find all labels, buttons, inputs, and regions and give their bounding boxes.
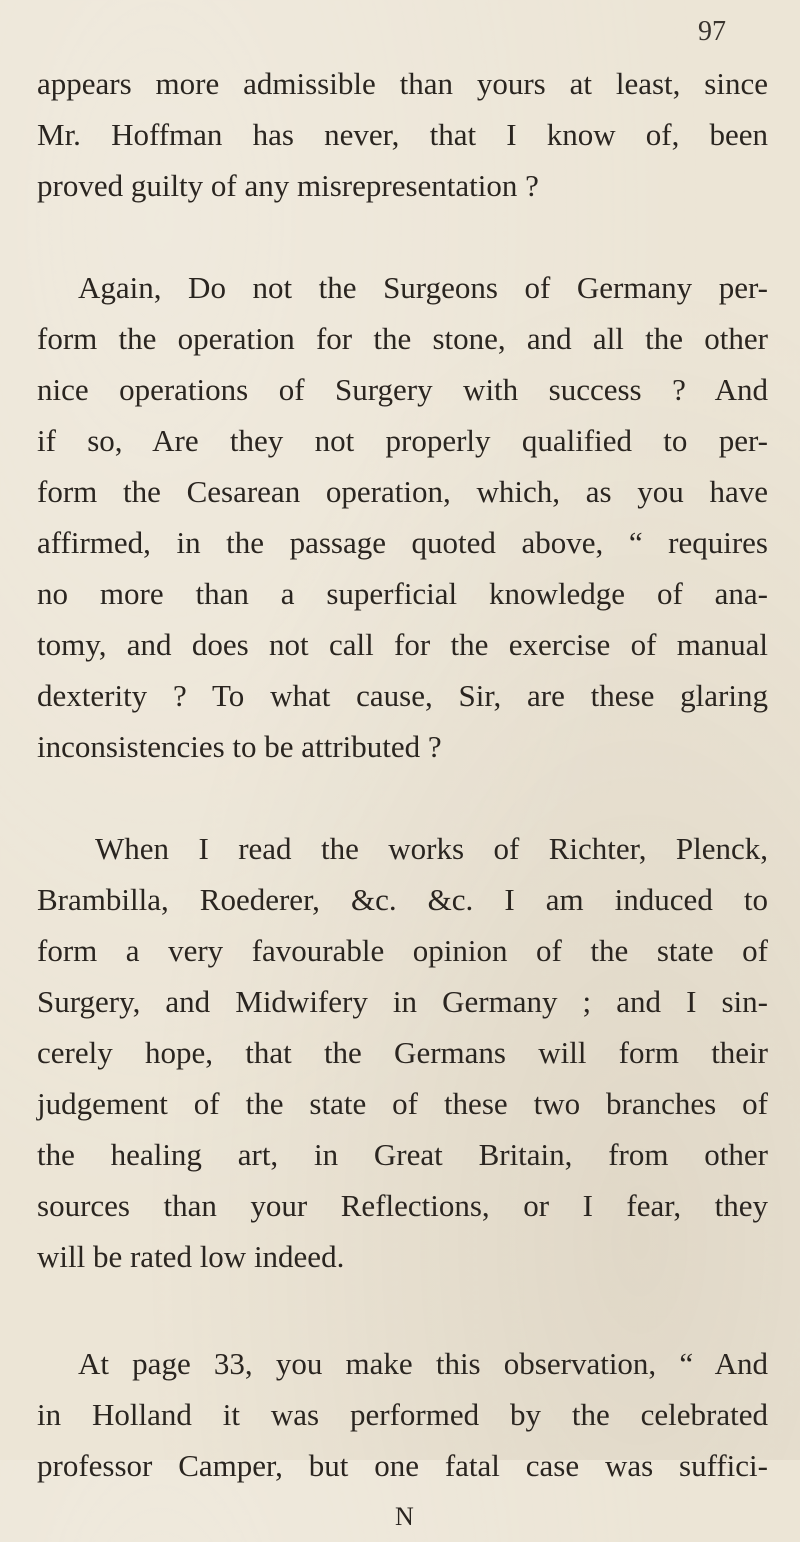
paragraph-gap [0, 211, 800, 262]
text-line: form the Cesarean operation, which, as you have [37, 474, 768, 509]
text-line: Brambilla, Roederer, &c. &c. I am induced to [37, 882, 768, 917]
paragraph [0, 823, 800, 1282]
paragraph [0, 1338, 800, 1491]
text-line: if so, Are they not properly qualified to per- [37, 423, 768, 458]
text-line: form a very favourable opinion of the state of [37, 933, 768, 968]
text-line: sources than your Reflections, or I fear, they [37, 1188, 768, 1223]
text-line: inconsistencies to be attributed ? [37, 729, 442, 764]
text-line: in Holland it was performed by the celebrated [37, 1397, 768, 1432]
text-line: nice operations of Surgery with success ? And [37, 372, 768, 407]
text-line: Mr. Hoffman has never, that I know of, been [37, 117, 768, 152]
page-body [0, 58, 800, 1542]
text-line: cerely hope, that the Germans will form their [37, 1035, 768, 1070]
text-line: the healing art, in Great Britain, from other [37, 1137, 768, 1172]
text-line: professor Camper, but one fatal case was suffici- [37, 1448, 768, 1483]
text-line: tomy, and does not call for the exercise of manual [37, 627, 768, 662]
text-line: proved guilty of any misrepresentation ? [37, 168, 539, 203]
text-line: At page 33, you make this observation, “ And [78, 1346, 768, 1381]
text-line: Surgery, and Midwifery in Germany ; and I sin- [37, 984, 768, 1019]
text-line: dexterity ? To what cause, Sir, are these glaring [37, 678, 768, 713]
page-number: 97 [698, 16, 726, 47]
paragraph [0, 262, 800, 772]
paragraph-gap [0, 1282, 800, 1338]
text-line: will be rated low indeed. [37, 1239, 345, 1274]
paragraph-gap [0, 772, 800, 823]
signature-mark: N [395, 1502, 414, 1531]
text-line: judgement of the state of these two branches of [37, 1086, 768, 1121]
text-line: When I read the works of Richter, Plenck, [95, 831, 768, 866]
text-line: Again, Do not the Surgeons of Germany per- [78, 270, 768, 305]
paragraph [0, 58, 800, 211]
text-line: form the operation for the stone, and all the other [37, 321, 768, 356]
text-line: appears more admissible than yours at least, since [37, 66, 768, 101]
text-line: no more than a superficial knowledge of ana- [37, 576, 768, 611]
text-line: affirmed, in the passage quoted above, “ requires [37, 525, 768, 560]
